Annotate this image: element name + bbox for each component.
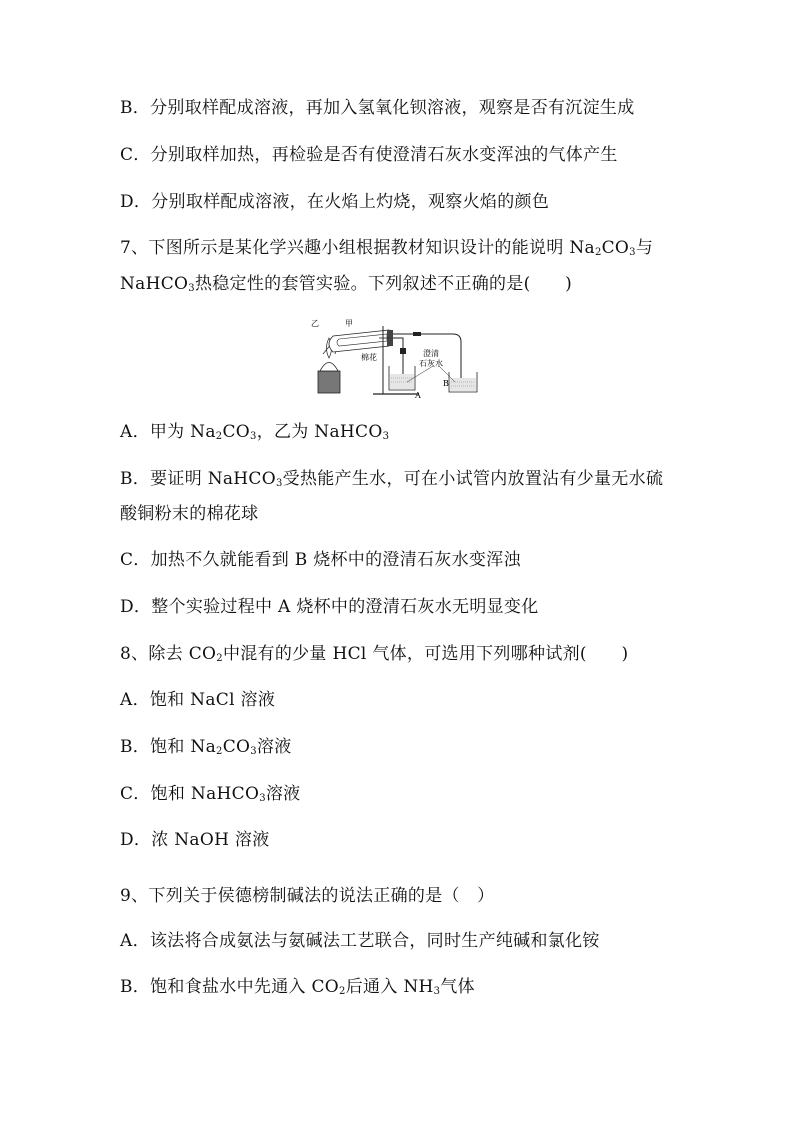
q7-stem-text: 热稳定性的套管实验。下列叙述不正确的是( ): [194, 274, 573, 294]
q9-option-text: 后通入 NH: [345, 977, 434, 997]
apparatus-diagram: [303, 316, 489, 400]
q7-option-text: B．要证明 NaHCO: [120, 469, 276, 489]
q8-stem: [120, 643, 628, 665]
subscript: 3: [250, 746, 257, 757]
q6-option-c: C．分别取样加热，再检验是否有使澄清石灰水变浑浊的气体产生: [120, 145, 618, 165]
q9-option-text: B．饱和食盐水中先通入 CO: [120, 977, 340, 997]
subscript: 3: [629, 247, 636, 258]
q8-stem-text: 8、除去 CO: [120, 644, 217, 664]
q9-option-text: 气体: [440, 977, 475, 997]
q8-option-a: A．饱和 NaCl 溶液: [120, 690, 276, 710]
subscript: 3: [275, 478, 283, 489]
q8-option-text: 溶液: [265, 784, 301, 804]
q9-stem: 9、下列关于侯德榜制碱法的说法正确的是（ ）: [120, 886, 495, 906]
q8-option-text: CO: [222, 737, 251, 757]
label-cotton: 棉花: [361, 353, 377, 362]
q8-option-text: C．饱和 NaHCO: [120, 784, 260, 804]
subscript: 3: [433, 986, 441, 997]
label-clear: 澄清: [423, 349, 439, 358]
q8-stem-text: 中混有的少量 HCl 气体，可选用下列哪种试剂( ): [222, 644, 629, 664]
q7-option-text: CO: [222, 422, 251, 442]
q7-stem-line2: [120, 273, 572, 295]
subscript: 2: [594, 247, 602, 258]
q8-option-text: 溶液: [256, 737, 292, 757]
subscript: 3: [382, 431, 390, 442]
label-yi: 乙: [311, 319, 319, 328]
subscript: 2: [215, 431, 223, 442]
q7-option-text: 受热能产生水，可在小试管内放置沾有少量无水硫: [282, 469, 664, 489]
q7-stem-text: 7、下图所示是某化学兴趣小组根据教材知识设计的能说明 Na: [120, 238, 595, 258]
q7-stem-line1: [120, 237, 653, 259]
q6-option-d: D．分别取样配成溶液，在火焰上灼烧，观察火焰的颜色: [120, 192, 550, 212]
q6-option-b: B．分别取样配成溶液，再加入氢氧化钡溶液，观察是否有沉淀生成: [120, 98, 635, 118]
label-limewater: 石灰水: [419, 359, 443, 368]
label-b: B: [443, 379, 449, 388]
q7-option-text: ，乙为 NaHCO: [256, 422, 383, 442]
q7-option-c: C．加热不久就能看到 B 烧杯中的澄清石灰水变浑浊: [120, 550, 521, 570]
alcohol-lamp-icon: [320, 363, 338, 372]
q7-option-b-line2: 酸铜粉末的棉花球: [120, 504, 259, 524]
q8-option-text: B．饱和 Na: [120, 737, 217, 757]
q8-option-d: D．浓 NaOH 溶液: [120, 830, 270, 850]
q7-stem-text: CO: [601, 238, 630, 258]
q7-option-b-line1: [120, 468, 663, 490]
q7-stem-text: 与: [635, 238, 654, 258]
q8-option-c: [120, 783, 300, 805]
burner-base: [318, 371, 340, 393]
q9-option-b: [120, 976, 475, 998]
subscript: 2: [339, 986, 346, 997]
q9-option-a: A．该法将合成氨法与氨碱法工艺联合，同时生产纯碱和氯化铵: [120, 931, 600, 951]
subscript: 3: [259, 793, 266, 804]
subscript: 3: [188, 283, 195, 294]
q7-option-d: D．整个实验过程中 A 烧杯中的澄清石灰水无明显变化: [120, 597, 539, 617]
subscript: 3: [250, 431, 257, 442]
q7-stem-text: NaHCO: [120, 274, 189, 294]
label-jia: 甲: [345, 319, 353, 328]
q8-option-b: [120, 736, 292, 758]
q7-option-a: [120, 421, 389, 443]
label-a: A: [415, 391, 421, 400]
subscript: 2: [216, 746, 223, 757]
q7-option-text: A．甲为 Na: [120, 422, 216, 442]
subscript: 2: [216, 653, 223, 664]
